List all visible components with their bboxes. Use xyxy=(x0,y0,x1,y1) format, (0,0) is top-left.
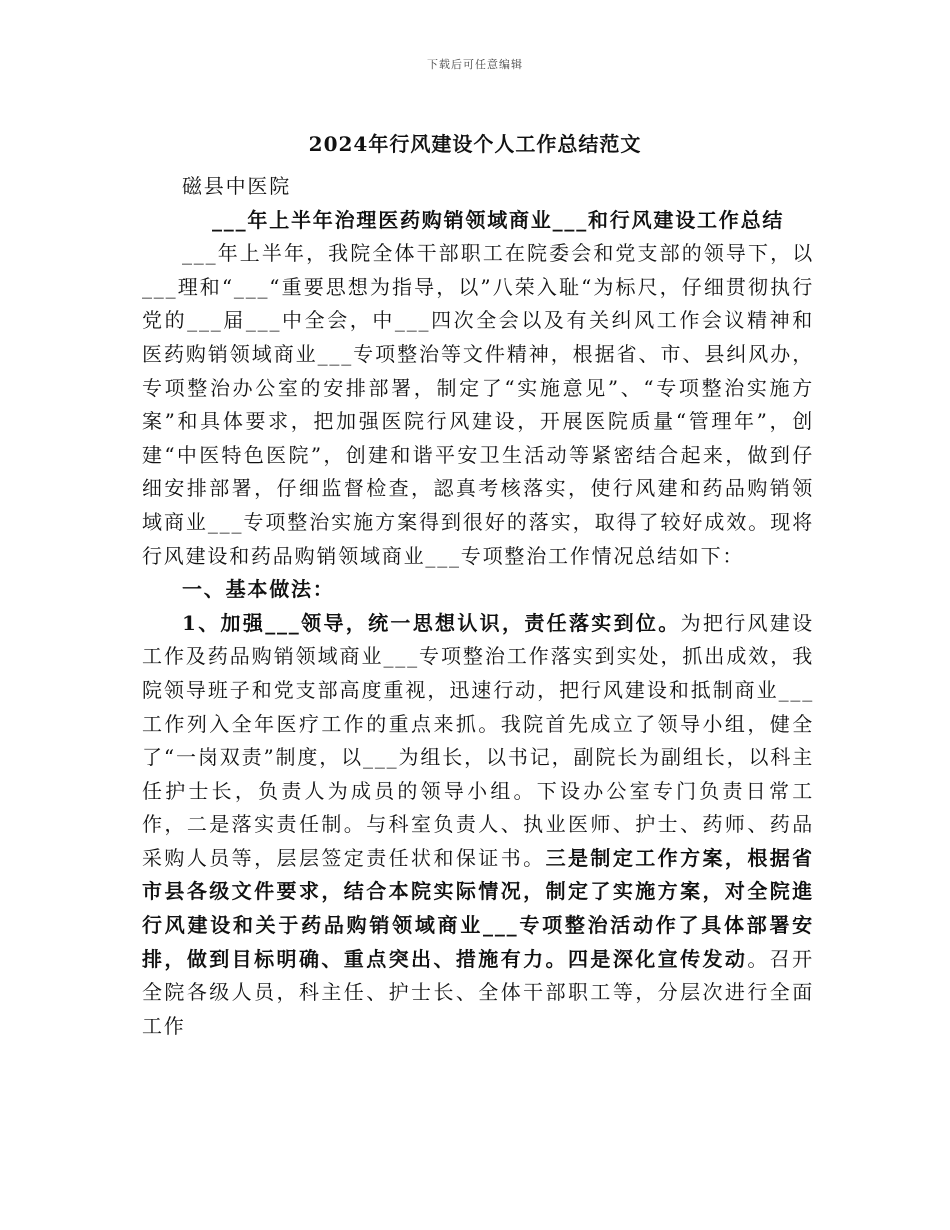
section-heading-basic-practices: 一、基本做法： xyxy=(182,577,335,602)
intro-paragraph: ___年上半年，我院全体干部职工在院委会和党支部的领导下，以___理和“___“重要思想为指导，以”八荣入耻“为标尺，仔细贯彻执行党的___届___中全会，中___四次全会以及有关纠风工作会议精神和医药购销领域商业___专项整治等文件精神，根据省、市、县纠风办，专项整治办公室的安排部署，制定了“实施意见”、“专项整治实施方案”和具体要求，把加强医院行风建设，开展医院质量“管理年”，创建“中医特色医院”，创建和谐平安卫生活动等紧密结合起来，做到仔细安排部署，仔细监督检查，認真考核落实，使行风建和药品购销领域商业___专项整治实施方案得到很好的落实，取得了较好成效。现将行风建设和药品购销领域商业___专项整治工作情况总结如下： xyxy=(142,241,814,568)
item-1-paragraph xyxy=(142,607,814,1044)
document-body xyxy=(142,170,814,1043)
item-1-body: 为把行风建设工作及药品购销领域商业___专项整治工作落实到实处，抓出成效，我院领导班子和党支部高度重视，迅速行动，把行风建设和抵制商业___工作列入全年医疗工作的重点来抓。我院首先成立了领导小组，健全了“一岗双责”制度，以___为组长，以书记，副院长为副组长，以科主任护士长，负责人为成员的领导小组。下设办公室专门负责日常工作，二是落实责任制。与科室负责人、执业医师、护士、药师、药品采购人员等，层层签定责任状和保证书。 xyxy=(142,610,814,870)
header-note: 下载后可任意编辑 xyxy=(427,58,523,71)
section-subtitle: ___年上半年治理医药购销领域商业___和行风建设工作总结 xyxy=(212,207,785,232)
item-1-tail: 。召开全院各级人员，科主任、护士长、全体干部职工等，分层次进行全面工作 xyxy=(142,946,814,1038)
item-1-bold-text: 三是制定工作方案，根据省市县各级文件要求，结合本院实际情况，制定了实施方案，对全院進行风建设和关于药品购销领域商业___专项整治活动作了具体部署安排，做到目标明确、重点突出、措施有力。四是深化宣传发动 xyxy=(142,845,814,971)
item-1-lead: 1、加强___领导，统一思想认识，责任落实到位。 xyxy=(182,610,681,635)
organization-line: 磁县中医院 xyxy=(182,174,291,198)
document-title: 2024年行风建设个人工作总结范文 xyxy=(308,132,642,156)
